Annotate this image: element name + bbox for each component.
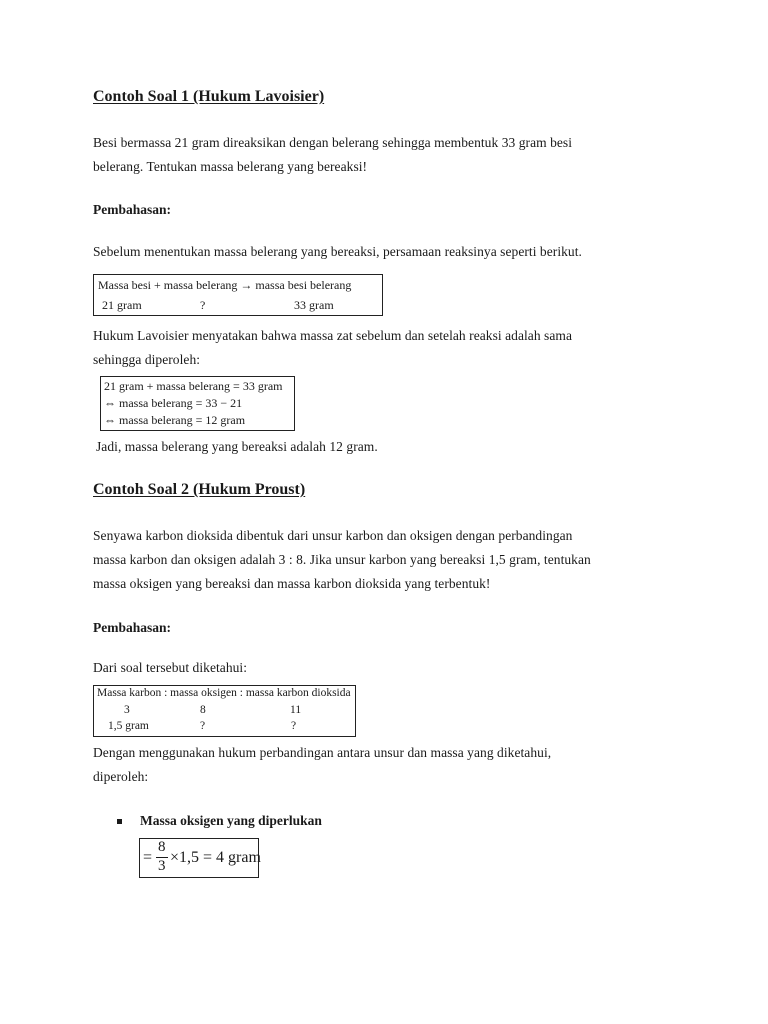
soal1-conclusion: Jadi, massa belerang yang bereaksi adalah 12 gram.: [96, 439, 378, 454]
ratio-karbon: 3: [124, 704, 130, 716]
soal2-known-intro: Dari soal tersebut diketahui:: [93, 660, 248, 675]
soal2-question-line-3: massa oksigen yang bereaksi dan massa karbon dioksida yang terbentuk!: [93, 576, 491, 591]
formula-numerator: 8: [158, 839, 166, 855]
unknown-oksigen: ?: [200, 720, 206, 732]
ratio-box: [93, 685, 356, 737]
reaction-row-1: Massa besi + massa belerang → massa besi belerang: [98, 278, 352, 292]
soal1-law-line-2: sehingga diperoleh:: [93, 352, 201, 367]
formula-box: [139, 838, 259, 878]
ratio-karbon-dioksida: 11: [290, 704, 302, 716]
soal1-question-line-2: belerang. Tentukan massa belerang yang bereaksi!: [93, 159, 368, 174]
reaction-mass-belerang: ?: [200, 298, 206, 312]
reaction-box: [93, 274, 383, 316]
soal2-pembahasan-label: Pembahasan:: [93, 620, 172, 635]
calc-line-3: ⇔ massa belerang = 12 gram: [104, 413, 246, 427]
known-karbon: 1,5 gram: [108, 720, 149, 732]
ratio-oksigen: 8: [200, 704, 206, 716]
formula-denominator: 3: [158, 858, 166, 874]
soal1-heading: Contoh Soal 1 (Hukum Lavoisier): [93, 88, 325, 105]
soal2-method-line-2: diperoleh:: [93, 769, 149, 784]
formula-rest: ×1,5 = 4 gram: [170, 849, 261, 866]
bullet-label-massa-oksigen: Massa oksigen yang diperlukan: [140, 813, 322, 828]
soal2-question-line-1: Senyawa karbon dioksida dibentuk dari unsur karbon dan oksigen dengan perbandingan: [93, 528, 573, 543]
ratio-header: Massa karbon : massa oksigen : massa karbon dioksida: [97, 687, 351, 699]
reaction-mass-besi-belerang: 33 gram: [294, 298, 334, 312]
soal2-method-line-1: Dengan menggunakan hukum perbandingan antara unsur dan massa yang diketahui,: [93, 745, 552, 760]
reaction-mass-besi: 21 gram: [102, 298, 142, 312]
calc-box: [100, 376, 295, 431]
formula-equals: =: [143, 849, 153, 866]
calc-line-2: ⇔ massa belerang = 33 − 21: [104, 396, 243, 410]
soal1-intro: Sebelum menentukan massa belerang yang bereaksi, persamaan reaksinya seperti berikut.: [93, 244, 582, 259]
soal1-question-line-1: Besi bermassa 21 gram direaksikan dengan belerang sehingga membentuk 33 gram besi: [93, 135, 573, 150]
unknown-karbon-dioksida: ?: [291, 720, 297, 732]
calc-line-1: 21 gram + massa belerang = 33 gram: [104, 379, 283, 393]
soal1-law-line-1: Hukum Lavoisier menyatakan bahwa massa zat sebelum dan setelah reaksi adalah sama: [93, 328, 572, 343]
soal2-heading: Contoh Soal 2 (Hukum Proust): [93, 481, 306, 498]
bullet-square-icon: [117, 819, 122, 824]
soal1-pembahasan-label: Pembahasan:: [93, 202, 172, 217]
formula-fraction: [156, 839, 170, 877]
soal2-question-line-2: massa karbon dan oksigen adalah 3 : 8. Jika unsur karbon yang bereaksi 1,5 gram, tentukan: [93, 552, 591, 567]
